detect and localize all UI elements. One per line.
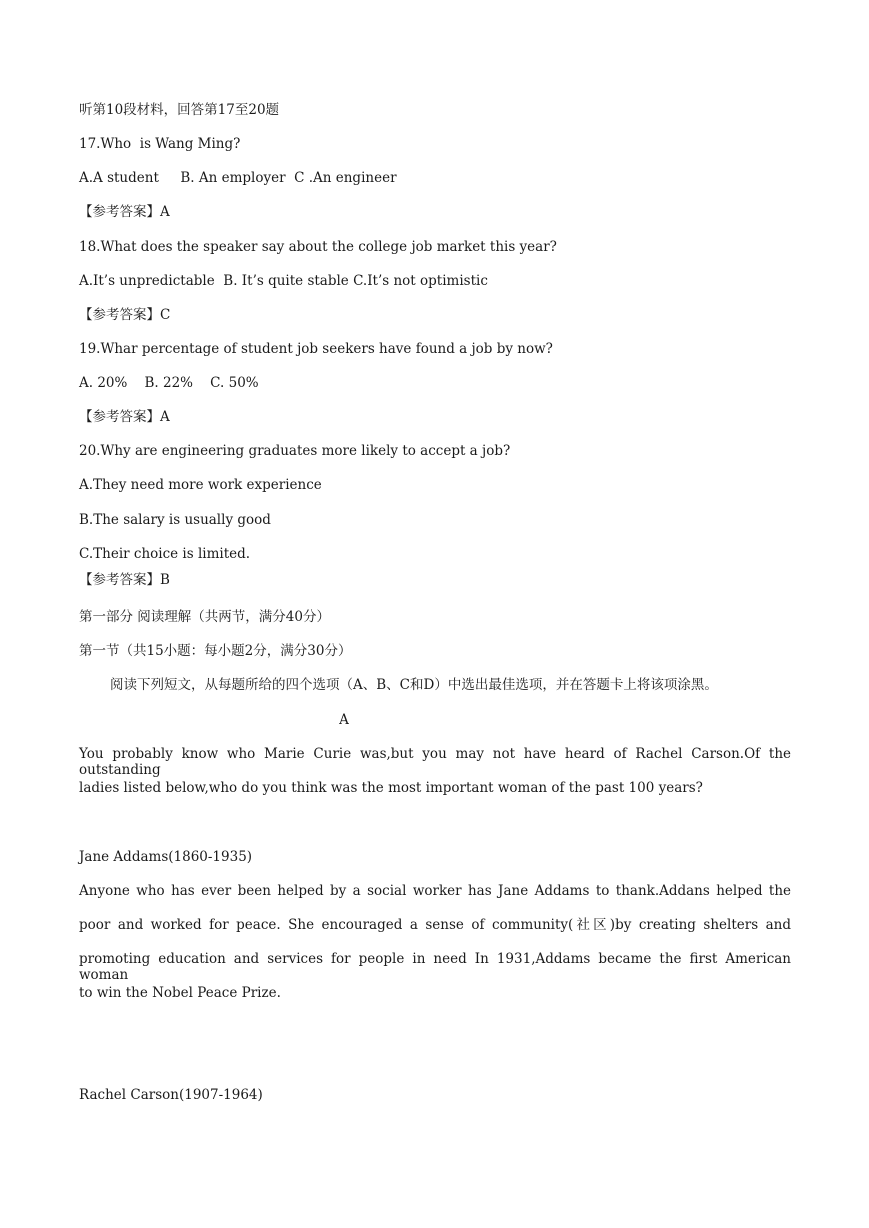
question-19-stem: 19.Whar percentage of student job seekers have found a job by now? xyxy=(79,341,553,357)
entry-heading-jane-addams: Jane Addams(1860-1935) xyxy=(79,849,253,865)
question-18-options: A.It’s unpredictable B. It’s quite stable C.It’s not optimistic xyxy=(79,273,488,289)
entry-body-line: promoting education and services for people in need In 1931,Addams became the first American woman xyxy=(79,951,791,983)
question-18-stem: 18.What does the speaker say about the college job market this year? xyxy=(79,239,557,255)
question-20-answer: 【参考答案】B xyxy=(79,572,170,588)
entry-heading-rachel-carson: Rachel Carson(1907-1964) xyxy=(79,1087,263,1103)
part-title: 第一部分 阅读理解（共两节，满分40分） xyxy=(79,609,330,625)
entry-body-line: poor and worked for peace. She encouraged a sense of community(社区)by creating shelters and xyxy=(79,917,791,933)
question-20-option-b: B.The salary is usually good xyxy=(79,512,271,528)
question-20-option-c: C.Their choice is limited. xyxy=(79,546,251,562)
listening-section-intro: 听第10段材料，回答第17至20题 xyxy=(79,102,280,118)
section-title: 第一节（共15小题：每小题2分，满分30分） xyxy=(79,643,352,659)
question-18-answer: 【参考答案】C xyxy=(79,307,171,323)
question-17-answer: 【参考答案】A xyxy=(79,204,170,220)
reading-instructions: 阅读下列短文，从每题所给的四个选项（A、B、C和D）中选出最佳选项，并在答题卡上将该项涂黑。 xyxy=(110,677,718,693)
question-17-stem: 17.Who is Wang Ming? xyxy=(79,136,241,152)
entry-body-line: to win the Nobel Peace Prize. xyxy=(79,985,281,1001)
question-19-answer: 【参考答案】A xyxy=(79,409,170,425)
entry-body-line: Anyone who has ever been helped by a social worker has Jane Addams to thank.Addans helped the xyxy=(79,883,791,899)
passage-label: A xyxy=(339,712,349,728)
question-20-stem: 20.Why are engineering graduates more likely to accept a job? xyxy=(79,443,511,459)
question-17-options: A.A student B. An employer C .An engineer xyxy=(79,170,397,186)
passage-intro-line: You probably know who Marie Curie was,but you may not have heard of Rachel Carson.Of the outstanding xyxy=(79,746,791,778)
question-19-options: A. 20% B. 22% C. 50% xyxy=(79,375,259,391)
question-20-option-a: A.They need more work experience xyxy=(79,477,322,493)
passage-intro-line: ladies listed below,who do you think was the most important woman of the past 100 years? xyxy=(79,780,703,796)
